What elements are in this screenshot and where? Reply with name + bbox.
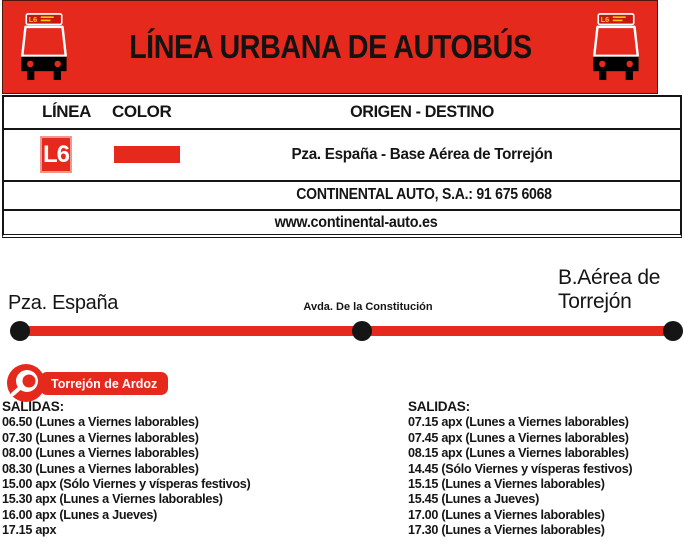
bus-icon	[15, 9, 73, 85]
bus-destination-sign: L6	[28, 15, 38, 25]
stop-dot-left	[10, 321, 30, 341]
website-row	[4, 211, 680, 234]
header-banner	[2, 0, 658, 94]
destination-text-mark	[41, 16, 54, 18]
departure-time: 15.45 (Lunes a Jueves)	[408, 491, 539, 507]
departures-heading: SALIDAS:	[408, 398, 470, 414]
departure-time: 15.30 apx (Lunes a Viernes laborables)	[2, 491, 223, 507]
departure-time: 14.45 (Sólo Viernes y vísperas festivos)	[408, 460, 633, 476]
departure-time: 15.00 apx (Sólo Viernes y vísperas festivos)	[2, 475, 251, 491]
departures-heading: SALIDAS:	[2, 398, 64, 414]
departure-time: 07.30 (Lunes a Viernes laborables)	[2, 429, 199, 445]
stop-label-base-aerea: B.Aérea de Torrejón	[558, 266, 661, 313]
departure-time: 08.15 apx (Lunes a Viernes laborables)	[408, 445, 629, 461]
departures-list-left	[2, 399, 258, 538]
departure-time: 07.45 apx (Lunes a Viernes laborables)	[408, 429, 629, 445]
column-header-linea: LÍNEA	[42, 102, 92, 121]
line-code-badge: L6	[40, 136, 72, 173]
departure-time: 17.30 (Lunes a Viernes laborables)	[408, 522, 605, 538]
table-header-row	[4, 97, 680, 130]
departure-time: 17.15 apx	[2, 522, 57, 538]
departure-time: 08.30 (Lunes a Viernes laborables)	[2, 460, 199, 476]
operator-row	[4, 182, 680, 211]
line-color-swatch	[114, 146, 180, 163]
stop-dot-middle	[352, 321, 372, 341]
departure-time: 15.15 (Lunes a Viernes laborables)	[408, 475, 605, 491]
bus-destination-sign: L6	[600, 15, 610, 25]
departure-time: 08.00 (Lunes a Viernes laborables)	[2, 445, 199, 461]
line-info-table	[2, 95, 682, 238]
departure-time: 06.50 (Lunes a Viernes laborables)	[2, 414, 199, 430]
route-line	[14, 326, 670, 336]
origin-destination-text: Pza. España - Base Aérea de Torrejón	[291, 146, 553, 163]
departure-time: 17.00 (Lunes a Viernes laborables)	[408, 506, 605, 522]
destination-text-mark	[41, 20, 51, 22]
bus-icon	[587, 9, 645, 85]
departure-time: 07.15 apx (Lunes a Viernes laborables)	[408, 414, 629, 430]
stop-dot-right	[663, 321, 683, 341]
website-url-text: www.continental-auto.es	[274, 214, 438, 231]
column-header-origen-destino: ORIGEN - DESTINO	[350, 102, 494, 121]
departure-time: 16.00 apx (Lunes a Jueves)	[2, 506, 158, 522]
column-header-color: COLOR	[112, 102, 172, 121]
stop-label-avda-constitucion: Avda. De la Constitución	[303, 301, 433, 313]
page-title: LÍNEA URBANA DE AUTOBÚS	[128, 28, 532, 65]
destination-text-mark	[613, 16, 626, 18]
operator-contact-text: CONTINENTAL AUTO, S.A.: 91 675 6068	[296, 186, 552, 203]
destination-text-mark	[613, 20, 623, 22]
stop-label-pza-espana: Pza. España	[8, 292, 119, 314]
departures-list-right	[408, 399, 639, 538]
municipality-badge: Torrejón de Ardoz	[40, 372, 168, 395]
line-row	[4, 130, 680, 182]
